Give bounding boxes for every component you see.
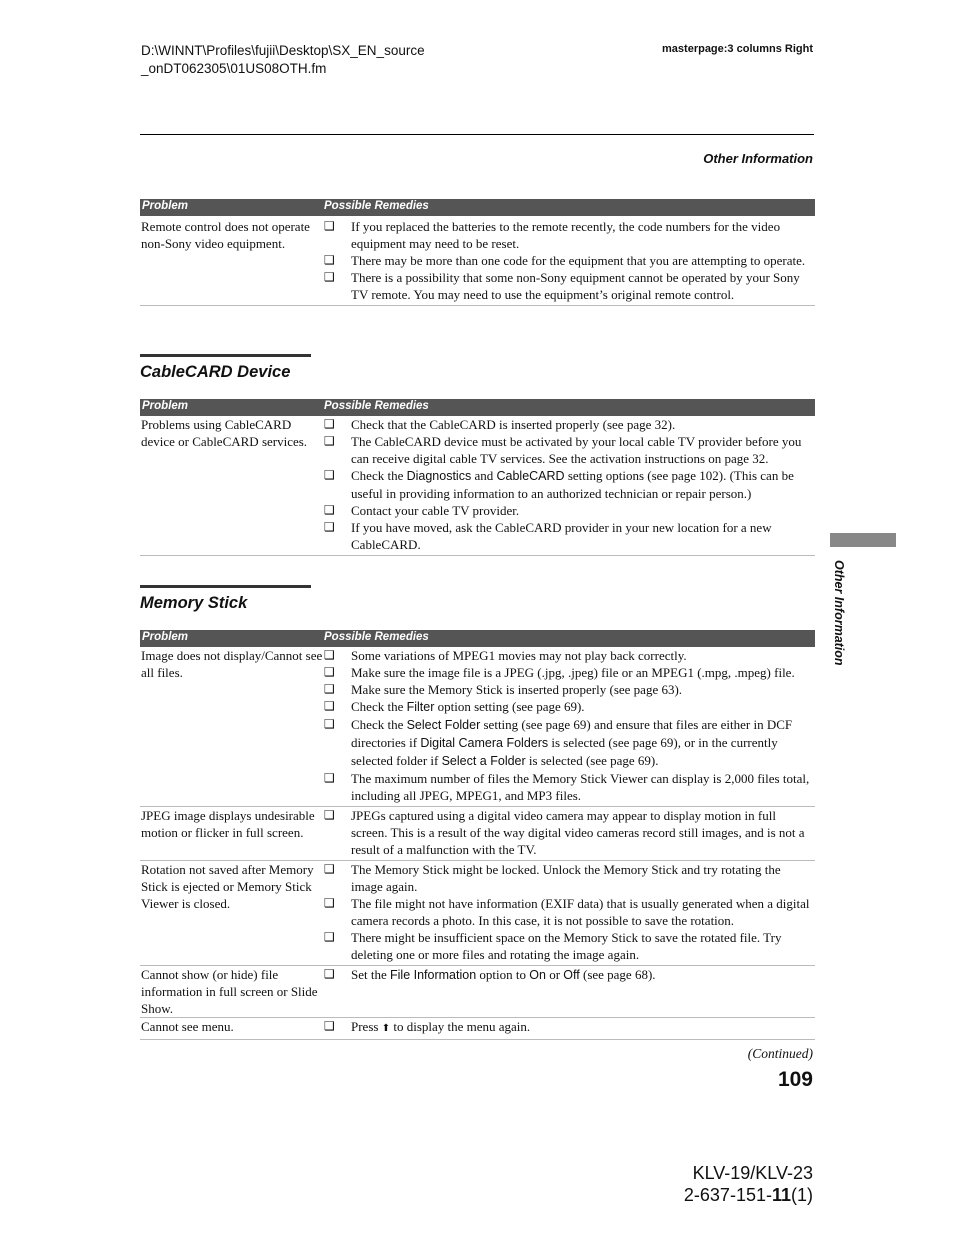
checkbox-icon: ❑: [324, 717, 335, 731]
remedies-cell: [323, 647, 815, 806]
memory-stick-table: [140, 630, 815, 1040]
section-label: Other Information: [703, 151, 813, 166]
remote-table: [140, 199, 815, 306]
side-tab-marker: [830, 533, 896, 547]
file-path-line2: _onDT062305\01US08OTH.fm: [141, 61, 327, 76]
remedies-header: Possible Remedies: [324, 400, 429, 412]
problem-cell: Cannot show (or hide) file information in full screen or Slide Show.: [141, 967, 318, 1016]
menu-name: Diagnostics: [406, 469, 472, 483]
checkbox-icon: ❑: [324, 648, 335, 662]
problem-cell: Image does not display/Cannot see all files.: [141, 648, 323, 680]
remedies-header: Possible Remedies: [324, 631, 429, 643]
checkbox-icon: ❑: [324, 682, 335, 696]
menu-name: Select a Folder: [441, 754, 526, 768]
checkbox-icon: ❑: [324, 930, 335, 944]
remedy-item: ❑ The CableCARD device must be activated by your local cable TV provider before you can receive digital cable TV services. See the activation instructions on page 32.: [324, 434, 802, 466]
model-info: [684, 1162, 813, 1206]
checkbox-icon: ❑: [324, 808, 335, 822]
remedies-cell: [323, 966, 815, 1017]
menu-name: File Information: [390, 968, 477, 982]
problem-header: Problem: [142, 400, 189, 412]
problem-header: Problem: [142, 631, 189, 643]
checkbox-icon: ❑: [324, 503, 335, 517]
file-path-line1: D:\WINNT\Profiles\fujii\Desktop\SX_EN_source: [141, 43, 425, 58]
remedies-cell: [323, 218, 815, 305]
remedy-item: ❑ There may be more than one code for the equipment that you are attempting to operate.: [324, 253, 806, 268]
checkbox-icon: ❑: [324, 771, 335, 785]
part-code: 2-637-151-11(1): [683, 1185, 813, 1205]
menu-name: CableCARD: [496, 469, 565, 483]
file-path: [141, 42, 425, 78]
problem-cell: Cannot see menu.: [141, 1019, 234, 1034]
remedy-item: ❑ If you have moved, ask the CableCARD provider in your new location for a new CableCARD.: [324, 520, 772, 552]
table-row: [140, 216, 815, 306]
table-row: [140, 966, 815, 1018]
checkbox-icon: ❑: [324, 665, 335, 679]
checkbox-icon: ❑: [324, 219, 335, 233]
menu-name: Filter: [406, 700, 435, 714]
remedy-item: ❑ Make sure the Memory Stick is inserted properly (see page 63).: [324, 682, 683, 697]
side-section-label: Other Information: [832, 560, 846, 666]
page-number: 109: [777, 1068, 813, 1091]
remedies-cell: [323, 1018, 815, 1039]
table-row: [140, 861, 815, 966]
remedy-item: ❑ The file might not have information (EXIF data) that is usually generated when a digital camera records a photo. In this case, it is not possible to save the rotation.: [324, 896, 810, 928]
remedies-cell: [323, 861, 815, 965]
checkbox-icon: ❑: [324, 862, 335, 876]
remedy-item: ❑ If you replaced the batteries to the remote recently, the code numbers for the video equipment may need to be reset.: [324, 219, 781, 251]
up-arrow-icon: ⬆: [381, 1023, 391, 1034]
checkbox-icon: ❑: [324, 434, 335, 448]
table-header: [140, 399, 815, 416]
checkbox-icon: ❑: [324, 1019, 335, 1033]
cablecard-title: CableCARD Device: [140, 354, 311, 382]
remedy-item: ❑ The maximum number of files the Memory Stick Viewer can display is 2,000 files total, including all JPEG, MPEG1, and MP3 files.: [324, 771, 810, 803]
menu-name: On: [529, 968, 546, 982]
remedy-item: ❑ There might be insufficient space on the Memory Stick to save the rotated file. Try deleting one or more files and rotating the image again.: [324, 930, 782, 962]
remedy-item: ❑ Contact your cable TV provider.: [324, 503, 520, 518]
remedy-item: ❑ Make sure the image file is a JPEG (.jpg, .jpeg) file or an MPEG1 (.mpg, .mpeg) file.: [324, 665, 795, 680]
remedy-item: ❑ There is a possibility that some non-Sony equipment cannot be operated by your Sony TV remote. You may need to use the equipment’s original remote control.: [324, 270, 800, 302]
checkbox-icon: ❑: [324, 520, 335, 534]
menu-name: Digital Camera Folders: [420, 736, 549, 750]
masterpage-label: masterpage:3 columns Right: [662, 43, 813, 55]
problem-cell: Problems using CableCARD device or CableCARD services.: [141, 417, 308, 449]
checkbox-icon: ❑: [324, 967, 335, 981]
remedy-item: ❑ Some variations of MPEG1 movies may not play back correctly.: [324, 648, 687, 663]
remedy-item: ❑ Set the File Information option to On or Off (see page 68).: [324, 967, 656, 982]
model-name: KLV-19/KLV-23: [692, 1163, 813, 1183]
table-row: [140, 647, 815, 807]
checkbox-icon: ❑: [324, 699, 335, 713]
remedy-item: ❑ Press ⬆ to display the menu again.: [323, 1018, 815, 1037]
continued-label: (Continued): [747, 1046, 813, 1061]
checkbox-icon: ❑: [324, 253, 335, 267]
checkbox-icon: ❑: [324, 270, 335, 284]
remedy-item: ❑ Check that the CableCARD is inserted properly (see page 32).: [324, 417, 676, 432]
remedy-item: ❑ Check the Filter option setting (see page 69).: [324, 699, 585, 714]
memory-stick-title: Memory Stick: [140, 585, 311, 613]
menu-name: Select Folder: [406, 718, 481, 732]
header-rule: [140, 134, 814, 135]
remedies-cell: [323, 416, 815, 555]
checkbox-icon: ❑: [324, 417, 335, 431]
table-header: [140, 630, 815, 647]
cablecard-table: [140, 399, 815, 556]
menu-name: Off: [563, 968, 580, 982]
table-row: [140, 807, 815, 861]
problem-cell: Rotation not saved after Memory Stick is ejected or Memory Stick Viewer is closed.: [141, 862, 314, 911]
table-header: [140, 199, 815, 216]
problem-cell: JPEG image displays undesirable motion or flicker in full screen.: [141, 808, 315, 840]
remedies-header: Possible Remedies: [324, 200, 429, 212]
checkbox-icon: ❑: [324, 896, 335, 910]
problem-cell: Remote control does not operate non-Sony video equipment.: [141, 219, 310, 251]
problem-header: Problem: [142, 200, 189, 212]
remedies-cell: [323, 807, 815, 860]
checkbox-icon: ❑: [324, 468, 335, 482]
remedy-item: ❑ Check the Select Folder setting (see page 69) and ensure that files are either in DCF directories if Digital Camera Folders is selected (see page 69), or in the currently selected folder if Select a Folder is selected (see page 69).: [324, 717, 793, 768]
table-row: [140, 416, 815, 556]
remedy-item: ❑ The Memory Stick might be locked. Unlock the Memory Stick and try rotating the image again.: [324, 862, 781, 894]
remedy-item: ❑ Check the Diagnostics and CableCARD setting options (see page 102). (This can be useful in providing information to an authorized technician or repair person.): [324, 468, 794, 501]
remedy-item: ❑ JPEGs captured using a digital video camera may appear to display motion in full screen. This is a result of the way digital video cameras record still images, and is not a result of a malfunction with the TV.: [324, 808, 805, 857]
table-row: [140, 1018, 815, 1040]
